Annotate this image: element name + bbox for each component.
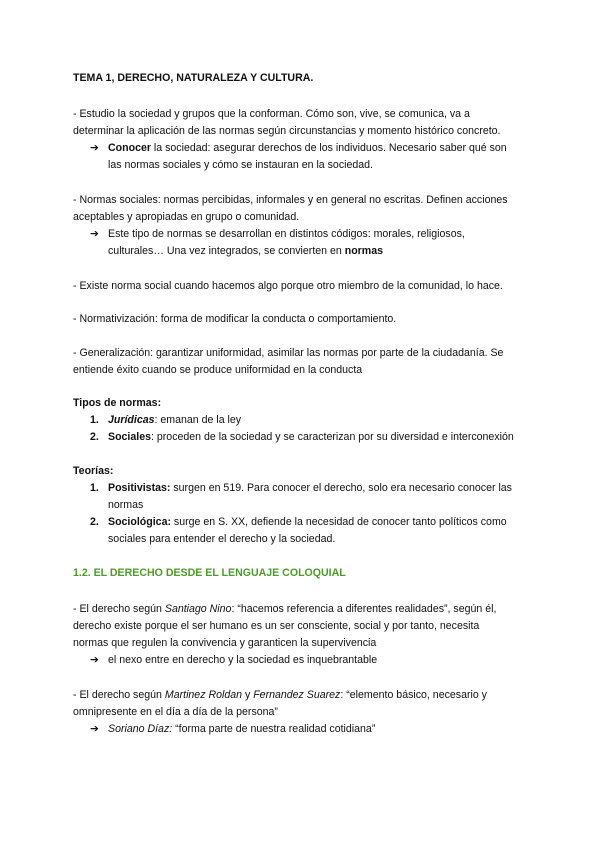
list-text: surgen en 519. Para conocer el derecho, solo era necesario conocer las bbox=[170, 482, 512, 494]
list-number: 1. bbox=[90, 414, 99, 426]
list-text: surge en S. XX, defiende la necesidad de conocer tanto políticos como bbox=[170, 516, 507, 528]
bullet-line: el nexo entre en derecho y la sociedad es inquebrantable bbox=[108, 654, 378, 666]
bullet-term: Conocer bbox=[108, 142, 151, 154]
text: : “hacemos referencia a diferentes realidades”, según él, bbox=[231, 603, 497, 615]
bullet-line bbox=[108, 723, 375, 736]
paragraph-line: normas que regulen la convivencia y garanticen la supervivencia bbox=[73, 637, 377, 649]
list-number: 2. bbox=[90, 431, 99, 443]
list-term: Sociológica: bbox=[108, 516, 171, 528]
paragraph-line: - Estudio la sociedad y grupos que la conforman. Cómo son, vive, se comunica, va a bbox=[73, 108, 470, 120]
list-item bbox=[108, 516, 507, 529]
paragraph-line bbox=[73, 603, 496, 616]
list-number: 1. bbox=[90, 482, 99, 494]
author-name: Santiago Nino bbox=[164, 603, 232, 615]
paragraph-line bbox=[73, 689, 487, 702]
text: : “elemento básico, necesario y bbox=[340, 689, 487, 701]
list-term: Positivistas: bbox=[108, 482, 171, 494]
list-term: Jurídicas bbox=[108, 414, 155, 426]
author-name: Martinez Roldan bbox=[164, 689, 243, 701]
paragraph-line: aceptables y apropiadas en grupo o comunidad. bbox=[73, 211, 300, 223]
bullet-text: “forma parte de nuestra realidad cotidiana” bbox=[172, 723, 376, 735]
list-text: : proceden de la sociedad y se caracterizan por su diversidad e interconexión bbox=[151, 431, 514, 443]
author-name: Soriano Díaz: bbox=[108, 723, 173, 735]
author-name: Fernandez Suarez bbox=[253, 689, 341, 701]
paragraph-line: - Normas sociales: normas percibidas, informales y en general no escritas. Definen acciones bbox=[73, 194, 508, 206]
bullet-line: las normas sociales y cómo se instauran en la sociedad. bbox=[108, 159, 373, 171]
section-title: 1.2. EL DERECHO DESDE EL LENGUAJE COLOQUIAL bbox=[73, 567, 346, 579]
bullet-line bbox=[108, 245, 383, 258]
list-item-continued: sociales para entender el derecho y la sociedad. bbox=[108, 533, 336, 545]
bullet-line bbox=[108, 142, 507, 155]
text: y bbox=[242, 689, 254, 701]
list-item bbox=[108, 431, 514, 444]
list-item bbox=[108, 414, 241, 427]
bullet-text: la sociedad: asegurar derechos de los individuos. Necesario saber qué son bbox=[150, 142, 507, 154]
paragraph-line: determinar la aplicación de las normas según circunstancias y momento histórico concreto. bbox=[73, 125, 501, 137]
paragraph-line: - Generalización: garantizar uniformidad, asimilar las normas por parte de la ciudadanía. Se bbox=[73, 347, 504, 359]
bullet-term: normas bbox=[344, 245, 384, 257]
bullet-line: Este tipo de normas se desarrollan en distintos códigos: morales, religiosos, bbox=[108, 228, 465, 240]
arrow-bullet-icon: ➔ bbox=[90, 228, 99, 240]
arrow-bullet-icon: ➔ bbox=[90, 142, 99, 154]
bullet-text: culturales… Una vez integrados, se convierten en bbox=[108, 245, 345, 257]
list-item bbox=[108, 482, 512, 495]
list-number: 2. bbox=[90, 516, 99, 528]
text: - El derecho según bbox=[73, 603, 165, 615]
page-title: TEMA 1, DERECHO, NATURALEZA Y CULTURA. bbox=[73, 72, 314, 84]
list-text: : emanan de la ley bbox=[154, 414, 242, 426]
section-heading: Teorías: bbox=[73, 465, 114, 477]
list-item-continued: normas bbox=[108, 499, 144, 511]
arrow-bullet-icon: ➔ bbox=[90, 654, 99, 666]
list-term: Sociales bbox=[108, 431, 151, 443]
paragraph-line: - Existe norma social cuando hacemos algo porque otro miembro de la comunidad, lo hace. bbox=[73, 280, 503, 292]
paragraph-line: derecho existe porque el ser humano es un ser consciente, social y por tanto, necesita bbox=[73, 620, 480, 632]
paragraph-line: - Normativización: forma de modificar la conducta o comportamiento. bbox=[73, 313, 397, 325]
arrow-bullet-icon: ➔ bbox=[90, 723, 99, 735]
paragraph-line: entiende éxito cuando se produce uniformidad en la conducta bbox=[73, 364, 363, 376]
text: - El derecho según bbox=[73, 689, 165, 701]
paragraph-line: omnipresente en el día a día de la persona” bbox=[73, 706, 278, 718]
section-heading: Tipos de normas: bbox=[73, 397, 162, 409]
